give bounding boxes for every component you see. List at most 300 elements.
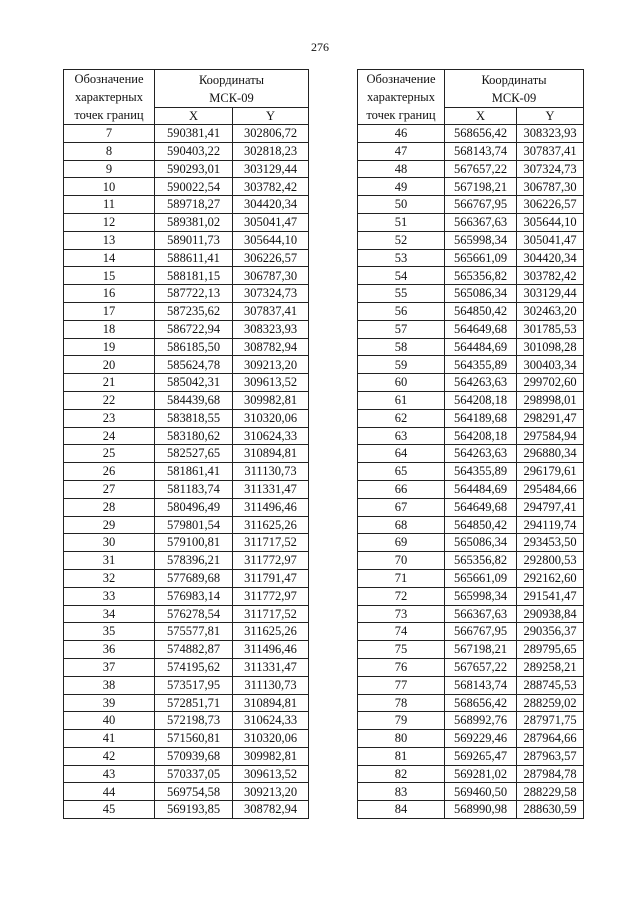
designation-header-line: Обозначение (366, 72, 436, 86)
x-coordinate-cell: 572198,73 (155, 712, 233, 730)
coordinates-header-line: Координаты (198, 72, 265, 87)
point-number-cell: 68 (358, 516, 445, 534)
point-number-cell: 47 (358, 142, 445, 160)
x-coordinate-cell: 568143,74 (445, 142, 517, 160)
table-row (358, 231, 584, 249)
table-row (64, 409, 309, 427)
point-number-cell: 56 (358, 302, 445, 320)
y-coordinate-cell: 287971,75 (517, 712, 584, 730)
designation-header-line: характерных (367, 90, 435, 104)
x-coordinate-cell: 581861,41 (155, 463, 233, 481)
table-row (358, 516, 584, 534)
point-number-cell: 34 (64, 605, 155, 623)
x-coordinate-cell: 574882,87 (155, 641, 233, 659)
page-number: 276 (311, 40, 329, 54)
x-coordinate-cell: 585042,31 (155, 374, 233, 392)
y-coordinate-cell: 302818,23 (233, 142, 309, 160)
y-coordinate-cell: 308782,94 (233, 801, 309, 819)
table-row (358, 302, 584, 320)
y-column-header: Y (517, 108, 584, 125)
table-row (358, 463, 584, 481)
x-coordinate-cell: 564850,42 (445, 516, 517, 534)
point-number-cell: 10 (64, 178, 155, 196)
table-row (358, 552, 584, 570)
x-coordinate-cell: 583818,55 (155, 409, 233, 427)
table-row (64, 125, 309, 143)
x-coordinate-cell: 587235,62 (155, 302, 233, 320)
point-number-cell: 63 (358, 427, 445, 445)
y-coordinate-cell: 300403,34 (517, 356, 584, 374)
x-coordinate-cell: 590403,22 (155, 142, 233, 160)
point-number-cell: 24 (64, 427, 155, 445)
y-coordinate-cell: 309213,20 (233, 783, 309, 801)
y-coordinate-cell: 311717,52 (233, 534, 309, 552)
point-number-cell: 25 (64, 445, 155, 463)
point-number-cell: 9 (64, 160, 155, 178)
x-coordinate-cell: 564355,89 (445, 356, 517, 374)
coordinates-table-right (357, 69, 584, 819)
x-coordinate-cell: 566767,95 (445, 623, 517, 641)
x-coordinate-cell: 564850,42 (445, 302, 517, 320)
table-row (64, 498, 309, 516)
table-row (64, 587, 309, 605)
table-row (358, 569, 584, 587)
y-coordinate-cell: 307324,73 (233, 285, 309, 303)
table-row (64, 142, 309, 160)
x-coordinate-cell: 569460,50 (445, 783, 517, 801)
point-number-cell: 20 (64, 356, 155, 374)
table-row (64, 178, 309, 196)
point-number-cell: 7 (64, 125, 155, 143)
table-row (64, 801, 309, 819)
y-coordinate-cell: 311791,47 (233, 569, 309, 587)
coordinates-table-left (63, 69, 309, 819)
y-coordinate-cell: 288259,02 (517, 694, 584, 712)
point-number-cell: 44 (64, 783, 155, 801)
x-coordinate-cell: 568656,42 (445, 694, 517, 712)
point-number-cell: 37 (64, 658, 155, 676)
x-coordinate-cell: 564208,18 (445, 391, 517, 409)
x-coordinate-cell: 568992,76 (445, 712, 517, 730)
x-coordinate-cell: 565998,34 (445, 231, 517, 249)
x-coordinate-cell: 574195,62 (155, 658, 233, 676)
y-coordinate-cell: 288229,58 (517, 783, 584, 801)
x-coordinate-cell: 590022,54 (155, 178, 233, 196)
x-coordinate-cell: 572851,71 (155, 694, 233, 712)
x-coordinate-cell: 589011,73 (155, 231, 233, 249)
x-coordinate-cell: 582527,65 (155, 445, 233, 463)
table-row (64, 552, 309, 570)
point-number-cell: 66 (358, 480, 445, 498)
x-coordinate-cell: 587722,13 (155, 285, 233, 303)
x-coordinate-cell: 588611,41 (155, 249, 233, 267)
table-row (358, 142, 584, 160)
y-coordinate-cell: 307324,73 (517, 160, 584, 178)
table-row (64, 427, 309, 445)
x-coordinate-cell: 579100,81 (155, 534, 233, 552)
x-coordinate-cell: 568143,74 (445, 676, 517, 694)
point-number-cell: 32 (64, 569, 155, 587)
y-coordinate-cell: 289795,65 (517, 641, 584, 659)
point-number-cell: 31 (64, 552, 155, 570)
y-coordinate-cell: 303129,44 (233, 160, 309, 178)
y-coordinate-cell: 303782,42 (517, 267, 584, 285)
point-number-cell: 74 (358, 623, 445, 641)
coordinate-system-label: МСК-09 (491, 90, 537, 105)
point-number-cell: 26 (64, 463, 155, 481)
y-coordinate-cell: 310624,33 (233, 427, 309, 445)
table-row (358, 676, 584, 694)
point-number-cell: 61 (358, 391, 445, 409)
point-number-cell: 49 (358, 178, 445, 196)
y-coordinate-cell: 309982,81 (233, 747, 309, 765)
table-row (358, 267, 584, 285)
x-coordinate-cell: 569229,46 (445, 730, 517, 748)
y-coordinate-cell: 292162,60 (517, 569, 584, 587)
x-coordinate-cell: 564189,68 (445, 409, 517, 427)
point-number-cell: 73 (358, 605, 445, 623)
y-coordinate-cell: 296179,61 (517, 463, 584, 481)
x-coordinate-cell: 569265,47 (445, 747, 517, 765)
x-coordinate-cell: 581183,74 (155, 480, 233, 498)
y-coordinate-cell: 296880,34 (517, 445, 584, 463)
y-coordinate-cell: 302806,72 (233, 125, 309, 143)
table-row (64, 213, 309, 231)
y-coordinate-cell: 294797,41 (517, 498, 584, 516)
x-coordinate-cell: 564208,18 (445, 427, 517, 445)
table-row (358, 125, 584, 143)
x-column-header: X (445, 108, 517, 125)
x-coordinate-cell: 564649,68 (445, 320, 517, 338)
y-coordinate-cell: 311130,73 (233, 463, 309, 481)
point-number-cell: 8 (64, 142, 155, 160)
table-row (64, 374, 309, 392)
table-row (358, 658, 584, 676)
x-coordinate-cell: 566767,95 (445, 196, 517, 214)
y-coordinate-cell: 289258,21 (517, 658, 584, 676)
table-row (358, 783, 584, 801)
point-number-cell: 33 (64, 587, 155, 605)
point-number-cell: 16 (64, 285, 155, 303)
table-body-right (358, 125, 584, 819)
point-number-cell: 46 (358, 125, 445, 143)
y-coordinate-cell: 287963,57 (517, 747, 584, 765)
point-number-cell: 28 (64, 498, 155, 516)
point-number-cell: 48 (358, 160, 445, 178)
point-number-cell: 70 (358, 552, 445, 570)
table-row (64, 196, 309, 214)
table-row (64, 285, 309, 303)
x-coordinate-cell: 576983,14 (155, 587, 233, 605)
y-coordinate-cell: 306226,57 (233, 249, 309, 267)
point-number-cell: 23 (64, 409, 155, 427)
table-row (358, 445, 584, 463)
point-number-cell: 57 (358, 320, 445, 338)
table-body-left (64, 125, 309, 819)
point-number-cell: 43 (64, 765, 155, 783)
point-number-cell: 22 (64, 391, 155, 409)
y-coordinate-cell: 293453,50 (517, 534, 584, 552)
table-row (64, 676, 309, 694)
table-row (358, 623, 584, 641)
x-coordinate-cell: 570939,68 (155, 747, 233, 765)
designation-header-line: характерных (75, 90, 143, 104)
x-coordinate-cell: 589381,02 (155, 213, 233, 231)
x-coordinate-cell: 590293,01 (155, 160, 233, 178)
point-number-cell: 53 (358, 249, 445, 267)
y-coordinate-cell: 298291,47 (517, 409, 584, 427)
designation-header-line: точек границ (74, 108, 144, 122)
x-coordinate-cell: 565356,82 (445, 267, 517, 285)
point-number-cell: 51 (358, 213, 445, 231)
table-row (358, 605, 584, 623)
point-number-cell: 29 (64, 516, 155, 534)
designation-header (358, 70, 445, 125)
y-coordinate-cell: 305041,47 (233, 213, 309, 231)
x-coordinate-cell: 567657,22 (445, 160, 517, 178)
point-number-cell: 54 (358, 267, 445, 285)
point-number-cell: 15 (64, 267, 155, 285)
y-coordinate-cell: 305644,10 (517, 213, 584, 231)
point-number-cell: 21 (64, 374, 155, 392)
x-coordinate-cell: 565998,34 (445, 587, 517, 605)
y-coordinate-cell: 298998,01 (517, 391, 584, 409)
point-number-cell: 65 (358, 463, 445, 481)
table-row (64, 249, 309, 267)
point-number-cell: 60 (358, 374, 445, 392)
x-coordinate-cell: 578396,21 (155, 552, 233, 570)
point-number-cell: 12 (64, 213, 155, 231)
y-coordinate-cell: 305644,10 (233, 231, 309, 249)
y-coordinate-cell: 309213,20 (233, 356, 309, 374)
x-coordinate-cell: 585624,78 (155, 356, 233, 374)
x-coordinate-cell: 564484,69 (445, 338, 517, 356)
x-coordinate-cell: 567657,22 (445, 658, 517, 676)
y-coordinate-cell: 308323,93 (517, 125, 584, 143)
x-coordinate-cell: 569193,85 (155, 801, 233, 819)
point-number-cell: 13 (64, 231, 155, 249)
point-number-cell: 35 (64, 623, 155, 641)
table-row (358, 160, 584, 178)
x-coordinate-cell: 588181,15 (155, 267, 233, 285)
x-coordinate-cell: 577689,68 (155, 569, 233, 587)
x-coordinate-cell: 568990,98 (445, 801, 517, 819)
point-number-cell: 18 (64, 320, 155, 338)
point-number-cell: 75 (358, 641, 445, 659)
x-column-header: X (155, 108, 233, 125)
x-coordinate-cell: 565086,34 (445, 285, 517, 303)
x-coordinate-cell: 564649,68 (445, 498, 517, 516)
y-coordinate-cell: 311772,97 (233, 587, 309, 605)
table-row (64, 480, 309, 498)
y-coordinate-cell: 311625,26 (233, 516, 309, 534)
x-coordinate-cell: 569281,02 (445, 765, 517, 783)
point-number-cell: 42 (64, 747, 155, 765)
y-coordinate-cell: 302463,20 (517, 302, 584, 320)
table-row (64, 160, 309, 178)
y-coordinate-cell: 301785,53 (517, 320, 584, 338)
y-coordinate-cell: 311130,73 (233, 676, 309, 694)
table-row (358, 480, 584, 498)
table-row (358, 338, 584, 356)
x-coordinate-cell: 565356,82 (445, 552, 517, 570)
y-coordinate-cell: 309613,52 (233, 765, 309, 783)
table-row (358, 285, 584, 303)
table-row (358, 320, 584, 338)
table-row (64, 391, 309, 409)
point-number-cell: 69 (358, 534, 445, 552)
x-coordinate-cell: 571560,81 (155, 730, 233, 748)
point-number-cell: 77 (358, 676, 445, 694)
table-row (358, 196, 584, 214)
x-coordinate-cell: 586185,50 (155, 338, 233, 356)
y-coordinate-cell: 294119,74 (517, 516, 584, 534)
table-row (358, 747, 584, 765)
y-coordinate-cell: 311772,97 (233, 552, 309, 570)
coordinates-header (445, 70, 584, 108)
y-coordinate-cell: 305041,47 (517, 231, 584, 249)
table-row (358, 712, 584, 730)
y-coordinate-cell: 310894,81 (233, 694, 309, 712)
table-row (64, 569, 309, 587)
table-row (358, 213, 584, 231)
table-row (358, 498, 584, 516)
point-number-cell: 36 (64, 641, 155, 659)
x-coordinate-cell: 567198,21 (445, 641, 517, 659)
table-row (64, 267, 309, 285)
x-coordinate-cell: 565661,09 (445, 569, 517, 587)
coordinates-header (155, 70, 309, 108)
point-number-cell: 82 (358, 765, 445, 783)
y-coordinate-cell: 299702,60 (517, 374, 584, 392)
y-coordinate-cell: 295484,66 (517, 480, 584, 498)
point-number-cell: 67 (358, 498, 445, 516)
y-coordinate-cell: 307837,41 (233, 302, 309, 320)
point-number-cell: 27 (64, 480, 155, 498)
y-coordinate-cell: 311496,46 (233, 641, 309, 659)
table-row (64, 445, 309, 463)
table-row (64, 623, 309, 641)
table-row (358, 356, 584, 374)
x-coordinate-cell: 580496,49 (155, 498, 233, 516)
table-row (64, 658, 309, 676)
point-number-cell: 52 (358, 231, 445, 249)
y-coordinate-cell: 310624,33 (233, 712, 309, 730)
table-row (64, 302, 309, 320)
y-coordinate-cell: 288745,53 (517, 676, 584, 694)
point-number-cell: 14 (64, 249, 155, 267)
y-coordinate-cell: 301098,28 (517, 338, 584, 356)
x-coordinate-cell: 584439,68 (155, 391, 233, 409)
point-number-cell: 50 (358, 196, 445, 214)
y-coordinate-cell: 287964,66 (517, 730, 584, 748)
table-row (64, 320, 309, 338)
y-coordinate-cell: 311717,52 (233, 605, 309, 623)
x-coordinate-cell: 566367,63 (445, 605, 517, 623)
table-row (358, 427, 584, 445)
y-coordinate-cell: 311496,46 (233, 498, 309, 516)
table-row (64, 712, 309, 730)
y-coordinate-cell: 290356,37 (517, 623, 584, 641)
point-number-cell: 17 (64, 302, 155, 320)
table-row (64, 534, 309, 552)
x-coordinate-cell: 583180,62 (155, 427, 233, 445)
y-coordinate-cell: 308323,93 (233, 320, 309, 338)
y-coordinate-cell: 290938,84 (517, 605, 584, 623)
table-row (358, 391, 584, 409)
y-coordinate-cell: 309613,52 (233, 374, 309, 392)
table-row (358, 374, 584, 392)
point-number-cell: 11 (64, 196, 155, 214)
point-number-cell: 80 (358, 730, 445, 748)
x-coordinate-cell: 568656,42 (445, 125, 517, 143)
y-coordinate-cell: 310320,06 (233, 730, 309, 748)
point-number-cell: 64 (358, 445, 445, 463)
x-coordinate-cell: 565086,34 (445, 534, 517, 552)
x-coordinate-cell: 575577,81 (155, 623, 233, 641)
table-row (358, 587, 584, 605)
x-coordinate-cell: 579801,54 (155, 516, 233, 534)
table-row (64, 516, 309, 534)
y-coordinate-cell: 306787,30 (233, 267, 309, 285)
point-number-cell: 71 (358, 569, 445, 587)
table-row (64, 356, 309, 374)
point-number-cell: 41 (64, 730, 155, 748)
x-coordinate-cell: 589718,27 (155, 196, 233, 214)
y-coordinate-cell: 310894,81 (233, 445, 309, 463)
y-coordinate-cell: 306787,30 (517, 178, 584, 196)
table-row (64, 231, 309, 249)
y-coordinate-cell: 304420,34 (233, 196, 309, 214)
x-coordinate-cell: 569754,58 (155, 783, 233, 801)
point-number-cell: 62 (358, 409, 445, 427)
y-coordinate-cell: 311331,47 (233, 480, 309, 498)
table-row (358, 534, 584, 552)
point-number-cell: 30 (64, 534, 155, 552)
table-row (64, 747, 309, 765)
table-row (358, 409, 584, 427)
table-row (64, 765, 309, 783)
point-number-cell: 40 (64, 712, 155, 730)
x-coordinate-cell: 566367,63 (445, 213, 517, 231)
x-coordinate-cell: 576278,54 (155, 605, 233, 623)
point-number-cell: 38 (64, 676, 155, 694)
x-coordinate-cell: 564263,63 (445, 445, 517, 463)
coordinates-header-line: Координаты (481, 72, 547, 87)
x-coordinate-cell: 565661,09 (445, 249, 517, 267)
x-coordinate-cell: 586722,94 (155, 320, 233, 338)
y-coordinate-cell: 287984,78 (517, 765, 584, 783)
point-number-cell: 72 (358, 587, 445, 605)
table-row (358, 249, 584, 267)
designation-header-line: точек границ (366, 108, 436, 122)
designation-header-line: Обозначение (74, 72, 144, 86)
table-row (358, 765, 584, 783)
table-row (358, 641, 584, 659)
y-coordinate-cell: 304420,34 (517, 249, 584, 267)
x-coordinate-cell: 573517,95 (155, 676, 233, 694)
point-number-cell: 76 (358, 658, 445, 676)
table-row (64, 605, 309, 623)
point-number-cell: 83 (358, 783, 445, 801)
table-row (64, 730, 309, 748)
x-coordinate-cell: 590381,41 (155, 125, 233, 143)
table-row (64, 783, 309, 801)
table-row (358, 801, 584, 819)
x-coordinate-cell: 567198,21 (445, 178, 517, 196)
x-coordinate-cell: 564263,63 (445, 374, 517, 392)
y-coordinate-cell: 297584,94 (517, 427, 584, 445)
